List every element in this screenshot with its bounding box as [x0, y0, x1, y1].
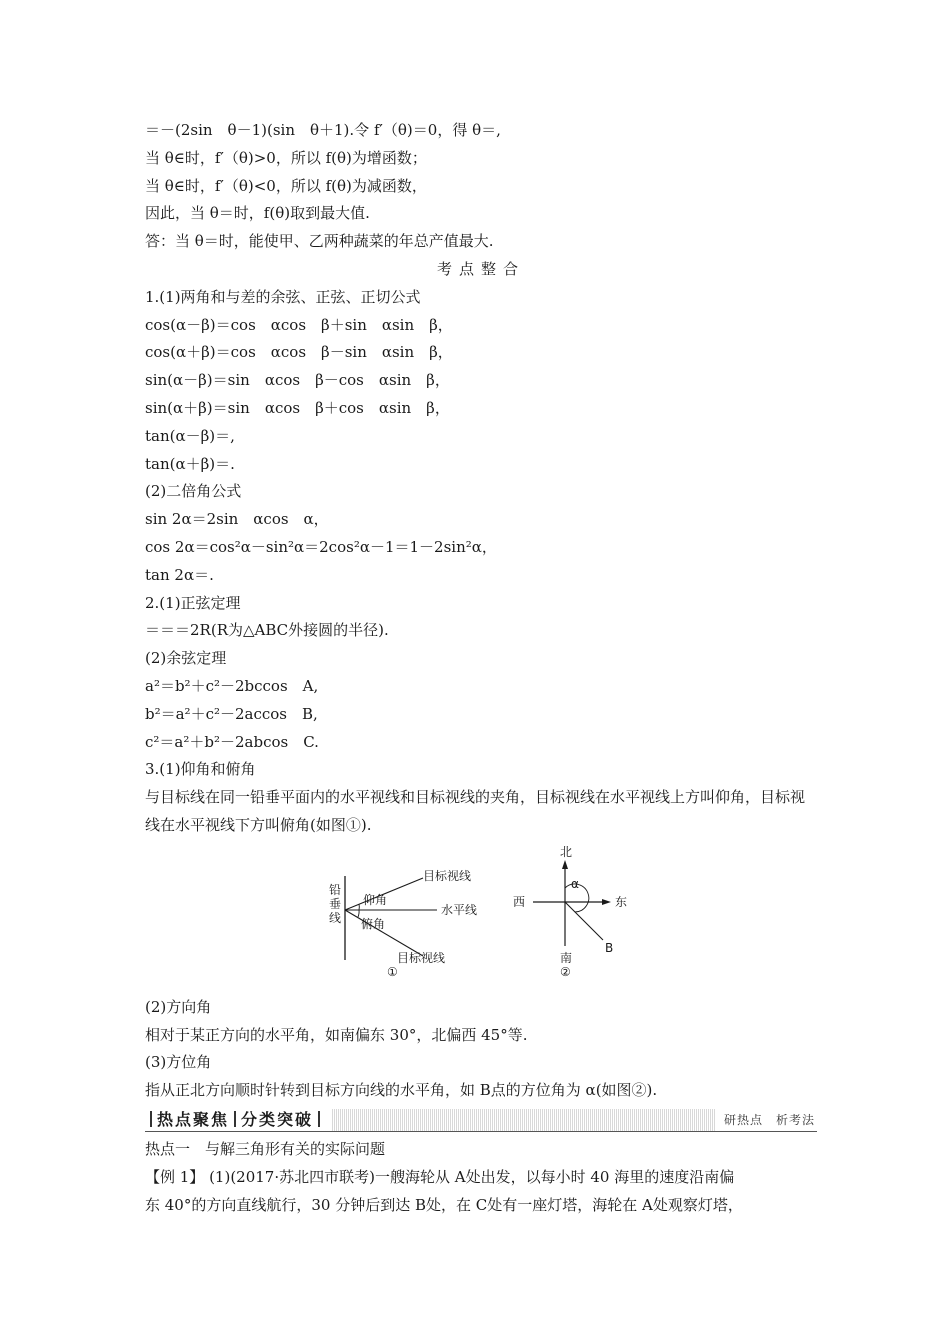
figure-row [145, 844, 817, 988]
direction-block [145, 994, 817, 1105]
formula-line: tan 2α＝. [145, 565, 214, 584]
banner-title-b: 分类突破 [241, 1109, 314, 1129]
upper-sight-label: 目标视线 [423, 868, 472, 883]
text-line: (2)方向角 [145, 997, 212, 1016]
text-line: 2.(1)正弦定理 [145, 593, 241, 612]
text-line: 指从正北方向顺时针转到目标方向线的水平角，如 B点的方位角为 α(如图②). [145, 1081, 658, 1100]
derivation-block [145, 117, 817, 256]
banner-divider [318, 1111, 320, 1127]
text-line: (3)方位角 [145, 1053, 212, 1072]
formula-line: ＝＝＝2R(R为△ABC外接圆的半径). [145, 621, 389, 640]
north-label: 北 [560, 844, 573, 859]
vertical-label-char: 铅 [329, 882, 342, 897]
text-line: 相对于某正方向的水平角，如南偏东 30°，北偏西 45°等. [145, 1025, 528, 1044]
vertical-label [329, 883, 341, 925]
figure2-caption: ② [560, 964, 571, 978]
formula-line: b²＝a²＋c²－2accos B, [145, 704, 318, 723]
south-label: 南 [560, 950, 573, 965]
text-line: 当 θ∈时，f′（θ)>0，所以 f(θ)为增函数； [145, 148, 427, 167]
elevation-label: 仰角 [363, 892, 388, 907]
depression-arc [358, 910, 359, 917]
elevation-depression-figure [327, 848, 497, 978]
formula-line: cos 2α＝cos²α－sin²α＝2cos²α－1＝1－2sin²α， [145, 537, 497, 556]
north-arrow-icon [562, 860, 568, 869]
document-page [145, 117, 817, 1219]
formula-line: sin(α－β)＝sin αcos β－cos αsin β， [145, 371, 450, 390]
text-line: 因此，当 θ＝时，f(θ)取到最大值. [145, 204, 370, 223]
west-label: 西 [513, 894, 526, 909]
vertical-label-char: 垂 [329, 896, 342, 911]
formula-line: sin(α＋β)＝sin αcos β＋cos αsin β， [145, 398, 450, 417]
text-line: 1.(1)两角和与差的余弦、正弦、正切公式 [145, 287, 421, 306]
formula-line: tan(α＋β)＝. [145, 454, 235, 473]
banner-divider [234, 1111, 236, 1127]
formula-line: c²＝a²＋b²－2abcos C. [145, 732, 319, 751]
lower-sight-label: 目标视线 [397, 950, 446, 965]
formula-block [145, 284, 817, 784]
text-line: 当 θ∈时，f′（θ)<0，所以 f(θ)为减函数， [145, 176, 427, 195]
azimuth-figure [505, 838, 645, 978]
east-arrow-icon [602, 899, 611, 905]
example-line: 【例 1】 (1)(2017·苏北四市联考)一艘海轮从 A处出发，以每小时 40 海里的速度沿南偏 [145, 1167, 735, 1186]
section-title: 考点整合 [436, 259, 525, 278]
figure1-caption: ① [387, 964, 398, 978]
formula-line: cos(α＋β)＝cos αcos β－sin αsin β， [145, 343, 453, 362]
banner-subtitle: 研热点 析考法 [716, 1109, 817, 1131]
banner-title [145, 1109, 331, 1131]
answer-line: 答：当 θ＝时，能使甲、乙两种蔬菜的年总产值最大. [145, 232, 494, 251]
vertical-label-char: 线 [329, 910, 342, 925]
direction-line-b [565, 902, 603, 940]
formula-line: a²＝b²＋c²－2bccos A, [145, 676, 319, 695]
text-line: ＝－(2sin θ－1)(sin θ＋1).令 f′（θ)＝0，得 θ＝, [145, 121, 501, 139]
depression-label: 俯角 [361, 916, 386, 931]
formula-line: cos(α－β)＝cos αcos β＋sin αsin β， [145, 315, 453, 334]
example-line: 东 40°的方向直线航行，30 分钟后到达 B处，在 C处有一座灯塔，海轮在 A处观察灯塔， [145, 1195, 743, 1214]
section-banner [145, 1109, 817, 1132]
formula-line: sin 2α＝2sin αcos α， [145, 510, 329, 529]
text-line: (2)余弦定理 [145, 649, 227, 668]
alpha-label: α [571, 876, 579, 891]
hotspot-heading: 热点一 与解三角形有关的实际问题 [145, 1139, 386, 1158]
text-line: (2)二倍角公式 [145, 482, 242, 501]
horizontal-label: 水平线 [441, 902, 478, 917]
banner-divider [150, 1111, 152, 1127]
point-b-label: B [605, 940, 614, 955]
formula-line: tan(α－β)＝, [145, 426, 235, 445]
elevation-paragraph: 与目标线在同一铅垂平面内的水平视线和目标视线的夹角，目标视线在水平视线上方叫仰角，目标视线在水平视线下方叫俯角(如图①). [145, 788, 806, 834]
example-block [145, 1136, 817, 1219]
text-line: 3.(1)仰角和俯角 [145, 760, 256, 779]
east-label: 东 [615, 894, 628, 909]
banner-title-a: 热点聚焦 [157, 1109, 230, 1129]
